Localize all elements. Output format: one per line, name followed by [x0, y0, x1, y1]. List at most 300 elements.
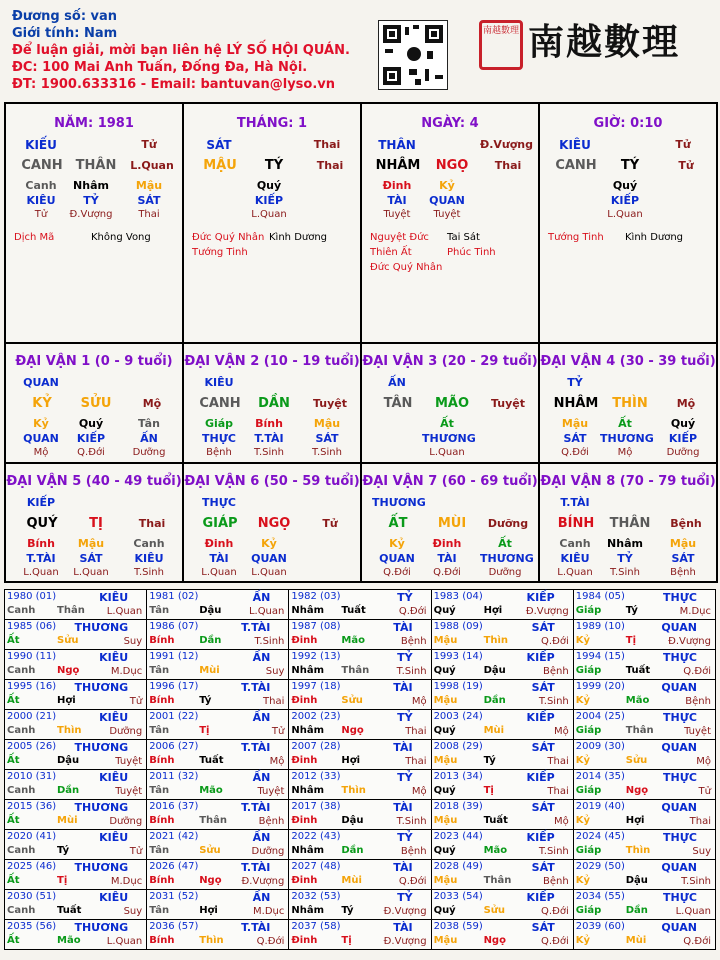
year-label: 2037 (58) [291, 921, 341, 932]
period-hidden-stage: Dưỡng [666, 447, 700, 458]
annual-cell [5, 890, 147, 920]
annual-cell [431, 740, 573, 770]
year-stage: Suy [265, 666, 285, 677]
star-label: Nguyệt Đức [370, 232, 429, 243]
year-stage: Dưỡng [251, 846, 285, 857]
annual-cell [431, 680, 573, 710]
year-stage: Thai [689, 816, 711, 827]
hidden-ten-god: TỶ [83, 194, 99, 207]
year-label: 1987 (08) [291, 621, 341, 632]
annual-cell [573, 590, 715, 620]
period-hidden-ten-god: SÁT [79, 552, 103, 565]
annual-cell [573, 890, 715, 920]
hidden-stem: Đinh [382, 179, 412, 192]
year-stage: T.Sinh [396, 666, 427, 677]
hidden-stage: L.Quan [607, 209, 643, 220]
period-hidden-ten-god: KIẾP [76, 432, 106, 445]
period-hidden-stem: Tân [138, 417, 160, 430]
year-stage: Bệnh [400, 846, 427, 857]
annual-cell [147, 830, 289, 860]
star-label: Thiên Ất [370, 247, 412, 258]
year-label: 2031 (52) [149, 891, 199, 902]
year-stage: Đ.Vượng [383, 906, 427, 917]
subject-gender: Giới tính: Nam [12, 26, 118, 41]
period-ten-god: KIÊU [204, 376, 234, 389]
year-branch: Hợi [57, 695, 76, 706]
star-label: Kình Dương [625, 232, 684, 243]
year-branch: Mão [341, 635, 365, 646]
year-stage: Dưỡng [109, 726, 143, 737]
year-ten-god: ẤN [252, 771, 271, 784]
year-stage: Mộ [411, 696, 427, 707]
year-stage: Q.Đới [398, 876, 427, 887]
year-ten-god: KIẾP [526, 831, 555, 844]
period-hidden-stage: L.Quan [429, 447, 465, 458]
ten-god-label: THÂN [378, 138, 416, 152]
star-label: Dịch Mã [14, 232, 55, 243]
year-branch: Tuất [341, 605, 366, 616]
year-ten-god: TÀI [393, 921, 413, 934]
year-label: 2005 (26) [7, 741, 57, 752]
year-stem: Kỷ [575, 695, 591, 706]
year-label: 1994 (15) [575, 651, 625, 662]
year-ten-god: THƯƠNG [74, 921, 129, 934]
ten-god-label: SÁT [206, 138, 232, 152]
year-stage: Bệnh [258, 816, 285, 827]
year-label: 2034 (55) [575, 891, 625, 902]
year-branch: Tị [625, 635, 636, 646]
period-hidden-stem: Mậu [561, 417, 589, 430]
dai-van-6 [184, 464, 360, 579]
period-hidden-stem: Canh [133, 537, 165, 550]
annual-cell [147, 890, 289, 920]
year-branch: Mão [199, 785, 223, 796]
year-ten-god: THƯƠNG [74, 621, 129, 634]
year-ten-god: KIẾP [526, 891, 555, 904]
year-label: 2001 (22) [149, 711, 199, 722]
hidden-ten-god: KIẾP [610, 194, 640, 207]
year-stem: Ất [7, 875, 20, 886]
year-branch: Ngọ [341, 725, 364, 736]
year-stem: Kỷ [575, 635, 591, 646]
year-branch: Thân [483, 875, 512, 886]
branch-stage: Thai [316, 159, 344, 172]
year-label: 1992 (13) [291, 651, 341, 662]
period-stem: GIÁP [202, 516, 238, 531]
year-ten-god: SÁT [531, 921, 555, 934]
year-ten-god: TỶ [397, 771, 413, 784]
pillar-day [362, 104, 538, 340]
annual-cell [289, 800, 431, 830]
period-hidden-stage: Q.Đới [561, 447, 589, 458]
period-hidden-stage: Bệnh [670, 567, 696, 578]
dai-van-7 [362, 464, 538, 579]
contact-invite: Để luận giải, mời bạn liên hệ LÝ SỐ HỘI QUÁN. [12, 43, 350, 58]
year-stem: Quý [433, 785, 456, 796]
annual-cell [147, 680, 289, 710]
year-stage: Q.Đới [683, 936, 711, 947]
year-label: 2000 (21) [7, 711, 57, 722]
year-label: 1998 (19) [433, 681, 483, 692]
year-ten-god: KIÊU [99, 591, 129, 604]
year-stage: Tuyệt [115, 786, 143, 797]
hidden-ten-god: TÀI [387, 194, 407, 207]
year-branch: Dậu [199, 605, 222, 616]
year-stage: Mộ [554, 816, 569, 827]
red-seal-stamp [479, 20, 523, 70]
year-branch: Mão [483, 845, 508, 856]
year-stem: Giáp [575, 785, 602, 796]
year-stage: Mộ [411, 786, 427, 797]
year-branch: Dậu [57, 755, 80, 766]
year-stem: Giáp [575, 665, 602, 676]
year-branch: Ngọ [625, 785, 649, 796]
period-branch: NGỌ [257, 516, 291, 531]
year-branch: Tý [483, 755, 496, 766]
year-stem: Quý [433, 845, 456, 856]
star-label: Phúc Tinh [447, 247, 496, 258]
year-stage: Bệnh [543, 876, 569, 887]
hidden-stage: L.Quan [251, 209, 287, 220]
year-branch: Sửu [341, 695, 363, 706]
annual-cell [5, 860, 147, 890]
year-stage: Mộ [269, 756, 285, 767]
annual-cell [147, 740, 289, 770]
period-stage: Dưỡng [487, 517, 529, 530]
period-hidden-stage: T.Sinh [134, 567, 164, 578]
year-stage: Bệnh [400, 636, 427, 647]
hidden-stem: Kỷ [439, 179, 455, 192]
pillar-title: NGÀY: 4 [421, 116, 479, 131]
period-stage: Tuyệt [312, 397, 347, 410]
period-hidden-ten-god: KIÊU [134, 552, 164, 565]
year-ten-god: KIÊU [99, 711, 129, 724]
year-stem: Quý [433, 905, 456, 916]
year-label: 2028 (49) [433, 861, 483, 872]
year-label: 2006 (27) [149, 741, 199, 752]
year-label: 2032 (53) [291, 891, 341, 902]
year-branch: Dần [199, 635, 222, 646]
period-hidden-ten-god: TÀI [209, 552, 229, 565]
period-hidden-ten-god: SÁT [315, 432, 339, 445]
year-stem: Mậu [433, 755, 458, 766]
year-stem: Mậu [433, 635, 458, 646]
year-label: 2030 (51) [7, 891, 57, 902]
annual-cell [289, 680, 431, 710]
year-branch: Tý [199, 695, 212, 706]
period-hidden-stem: Mậu [669, 537, 697, 550]
period-stem: TÂN [383, 396, 413, 411]
period-title: ĐẠI VẬN 5 (40 - 49 tuổi) [6, 474, 182, 489]
year-branch: Thân [57, 605, 85, 616]
seal-text: 南越數理 [482, 26, 519, 36]
year-branch: Dậu [625, 875, 648, 886]
year-branch: Sửu [57, 635, 79, 646]
year-stem: Nhâm [291, 605, 325, 616]
year-label: 2025 (46) [7, 861, 57, 872]
year-ten-god: THỰC [663, 711, 697, 724]
year-ten-god: ẤN [252, 591, 271, 604]
annual-cell [573, 830, 715, 860]
annual-cell [289, 920, 431, 950]
year-ten-god: KIÊU [99, 651, 129, 664]
period-hidden-stem: Ất [498, 537, 512, 550]
year-branch: Thân [625, 725, 654, 736]
year-branch: Mão [57, 935, 81, 946]
dai-van-5 [6, 464, 182, 579]
year-label: 2039 (60) [575, 921, 625, 932]
year-stem: Bính [149, 815, 175, 826]
year-branch: Tị [199, 725, 210, 736]
period-hidden-stage: Q.Đới [77, 447, 105, 458]
year-stem: Nhâm [291, 725, 325, 736]
year-ten-god: TÀI [393, 801, 413, 814]
hidden-ten-god: KIÊU [26, 194, 56, 207]
year-label: 2035 (56) [7, 921, 57, 932]
hidden-stem: Nhâm [73, 179, 109, 192]
year-label: 1997 (18) [291, 681, 341, 692]
period-hidden-stage: L.Quan [201, 567, 237, 578]
year-ten-god: T.TÀI [241, 921, 271, 934]
annual-cell [431, 920, 573, 950]
period-hidden-ten-god: THỰC [202, 432, 236, 445]
year-label: 1995 (16) [7, 681, 57, 692]
period-hidden-stage: T.Sinh [254, 447, 284, 458]
year-branch: Dậu [483, 665, 506, 676]
pillar-title: NĂM: 1981 [54, 116, 134, 131]
year-label: 1983 (04) [433, 591, 483, 602]
year-ten-god: QUAN [661, 861, 697, 874]
year-stem: Bính [149, 635, 175, 646]
annual-cell [147, 920, 289, 950]
year-stem: Ất [7, 635, 20, 646]
year-label: 1999 (20) [575, 681, 625, 692]
year-ten-god: SÁT [531, 861, 555, 874]
year-stage: T.Sinh [538, 846, 569, 857]
hidden-ten-god: SÁT [137, 194, 161, 207]
year-branch: Mùi [199, 665, 220, 676]
year-stem: Giáp [575, 905, 602, 916]
annual-cell [147, 650, 289, 680]
period-hidden-ten-god: ẤN [140, 432, 158, 445]
period-stage: Thai [138, 517, 166, 530]
year-stage: L.Quan [106, 936, 143, 947]
year-stage: M.Dục [253, 906, 285, 917]
year-stage: Thai [405, 756, 427, 767]
year-stem: Quý [433, 665, 456, 676]
year-stage: Q.Đới [541, 636, 569, 647]
year-stage: Suy [123, 636, 143, 647]
year-label: 2017 (38) [291, 801, 341, 812]
year-stem: Tân [149, 785, 170, 796]
year-stem: Kỷ [575, 815, 591, 826]
period-stem: KỶ [32, 396, 52, 411]
year-branch: Tuất [199, 755, 224, 766]
year-ten-god: QUAN [661, 921, 697, 934]
year-label: 2008 (29) [433, 741, 483, 752]
period-stage: Mộ [142, 397, 162, 410]
year-stage: Tử [271, 726, 285, 737]
annual-cell [289, 770, 431, 800]
year-branch: Sửu [625, 755, 648, 766]
stage-label: Tử [141, 138, 157, 151]
year-stem: Kỷ [575, 875, 591, 886]
year-label: 2002 (23) [291, 711, 341, 722]
year-stage: Đ.Vượng [383, 936, 427, 947]
year-branch: Sửu [199, 845, 221, 856]
year-label: 2019 (40) [575, 801, 625, 812]
period-branch: MÙI [437, 516, 467, 531]
earthly-branch: THÂN [75, 158, 117, 173]
annual-cell [289, 650, 431, 680]
period-stem: NHÂM [553, 396, 599, 411]
hidden-ten-god: QUAN [429, 194, 465, 207]
year-ten-god: TÀI [393, 861, 413, 874]
annual-cell [289, 860, 431, 890]
period-hidden-stem: Canh [559, 537, 591, 550]
year-label: 2012 (33) [291, 771, 341, 782]
period-hidden-ten-god: QUAN [23, 432, 59, 445]
period-branch: DẦN [258, 396, 290, 411]
annual-cell [573, 860, 715, 890]
star-label: Đức Quý Nhân [370, 262, 443, 273]
period-ten-god: KIẾP [26, 496, 56, 509]
year-stage: Bệnh [685, 696, 711, 707]
annual-cell [573, 770, 715, 800]
period-hidden-stem: Giáp [204, 417, 234, 430]
annual-cell [5, 590, 147, 620]
annual-cell [289, 740, 431, 770]
pillar-month [184, 104, 360, 340]
period-hidden-stem: Kỷ [261, 537, 277, 550]
year-ten-god: THƯƠNG [74, 741, 129, 754]
period-hidden-stage: L.Quan [73, 567, 109, 578]
year-branch: Dần [341, 845, 364, 856]
year-branch: Tị [57, 875, 68, 886]
period-hidden-ten-god: THƯƠNG [422, 432, 476, 445]
star-label: Kình Dương [269, 232, 328, 243]
year-branch: Dần [483, 695, 506, 706]
year-ten-god: TỶ [397, 711, 413, 724]
year-stage: Q.Đới [541, 906, 569, 917]
period-hidden-ten-god: TÀI [437, 552, 457, 565]
year-ten-god: THƯƠNG [74, 681, 129, 694]
period-hidden-stage: Q.Đới [383, 567, 411, 578]
year-ten-god: THỰC [663, 591, 697, 604]
year-stage: Tuyệt [684, 726, 711, 737]
year-ten-god: KIẾP [526, 591, 555, 604]
brand-title: 南越數理 [528, 21, 681, 63]
year-label: 2004 (25) [575, 711, 625, 722]
year-ten-god: TỶ [397, 891, 413, 904]
year-stage: Suy [123, 906, 143, 917]
year-stage: Thai [405, 726, 427, 737]
year-branch: Thân [341, 665, 370, 676]
star-label: Tai Sát [447, 232, 480, 243]
year-label: 2021 (42) [149, 831, 199, 842]
year-stage: Tuyệt [257, 786, 285, 797]
pillar-hour [540, 104, 716, 340]
year-stage: Suy [692, 846, 711, 857]
year-ten-god: KIÊU [99, 771, 129, 784]
star-label: Đức Quý Nhân [192, 232, 265, 243]
year-stem: Mậu [433, 695, 458, 706]
period-stage: Bệnh [670, 517, 702, 530]
hidden-stem: Canh [25, 179, 57, 192]
year-label: 1988 (09) [433, 621, 483, 632]
year-ten-god: TỶ [397, 591, 413, 604]
year-stem: Nhâm [291, 905, 325, 916]
period-stem: BÍNH [557, 516, 595, 531]
period-branch: MÃO [434, 396, 470, 411]
year-stem: Tân [149, 845, 170, 856]
year-branch: Mùi [57, 815, 78, 826]
annual-cell [431, 620, 573, 650]
year-branch: Mùi [483, 725, 505, 736]
annual-cell [5, 710, 147, 740]
year-ten-god: THƯƠNG [74, 801, 129, 814]
period-ten-god: ẤN [388, 376, 406, 389]
year-stage: Mộ [696, 756, 711, 767]
year-stage: Tử [129, 846, 143, 857]
year-stage: Đ.Vượng [241, 876, 285, 887]
year-label: 1984 (05) [575, 591, 625, 602]
year-ten-god: QUAN [661, 801, 697, 814]
pillar-year [6, 104, 182, 340]
period-hidden-stage: Dưỡng [488, 567, 522, 578]
period-hidden-stage: Q.Đới [433, 567, 461, 578]
period-hidden-stage: Bệnh [206, 447, 232, 458]
hidden-stage: Tuyệt [433, 209, 461, 220]
year-branch: Mão [625, 695, 650, 706]
hidden-stage: Thai [138, 209, 160, 220]
year-stage: T.Sinh [254, 636, 285, 647]
year-stem: Mậu [433, 875, 458, 886]
year-ten-god: TÀI [393, 621, 413, 634]
year-stem: Ất [7, 755, 20, 766]
period-hidden-ten-god: KIẾP [668, 432, 698, 445]
heavenly-stem: CANH [21, 158, 63, 173]
period-hidden-stem: Quý [670, 417, 696, 430]
annual-cell [147, 860, 289, 890]
year-stem: Canh [7, 905, 36, 916]
year-ten-god: THỰC [663, 651, 697, 664]
period-ten-god: T.TÀI [560, 496, 590, 509]
year-ten-god: SÁT [531, 681, 555, 694]
year-branch: Dần [625, 905, 648, 916]
year-stem: Nhâm [291, 785, 325, 796]
year-label: 1991 (12) [149, 651, 199, 662]
year-stem: Canh [7, 725, 36, 736]
year-ten-god: T.TÀI [241, 681, 271, 694]
year-label: 2038 (59) [433, 921, 483, 932]
annual-cell [573, 800, 715, 830]
year-label: 1990 (11) [7, 651, 57, 662]
annual-cell [431, 710, 573, 740]
year-ten-god: SÁT [531, 741, 555, 754]
year-stem: Giáp [575, 605, 602, 616]
hidden-stem: Quý [256, 179, 282, 192]
annual-cell [431, 890, 573, 920]
period-branch: THÌN [612, 396, 648, 411]
year-label: 1980 (01) [7, 591, 57, 602]
annual-cell [573, 740, 715, 770]
annual-cycle-table [4, 589, 716, 950]
annual-cell [5, 620, 147, 650]
year-label: 2009 (30) [575, 741, 625, 752]
period-hidden-ten-god: QUAN [251, 552, 287, 565]
year-label: 2010 (31) [7, 771, 57, 782]
